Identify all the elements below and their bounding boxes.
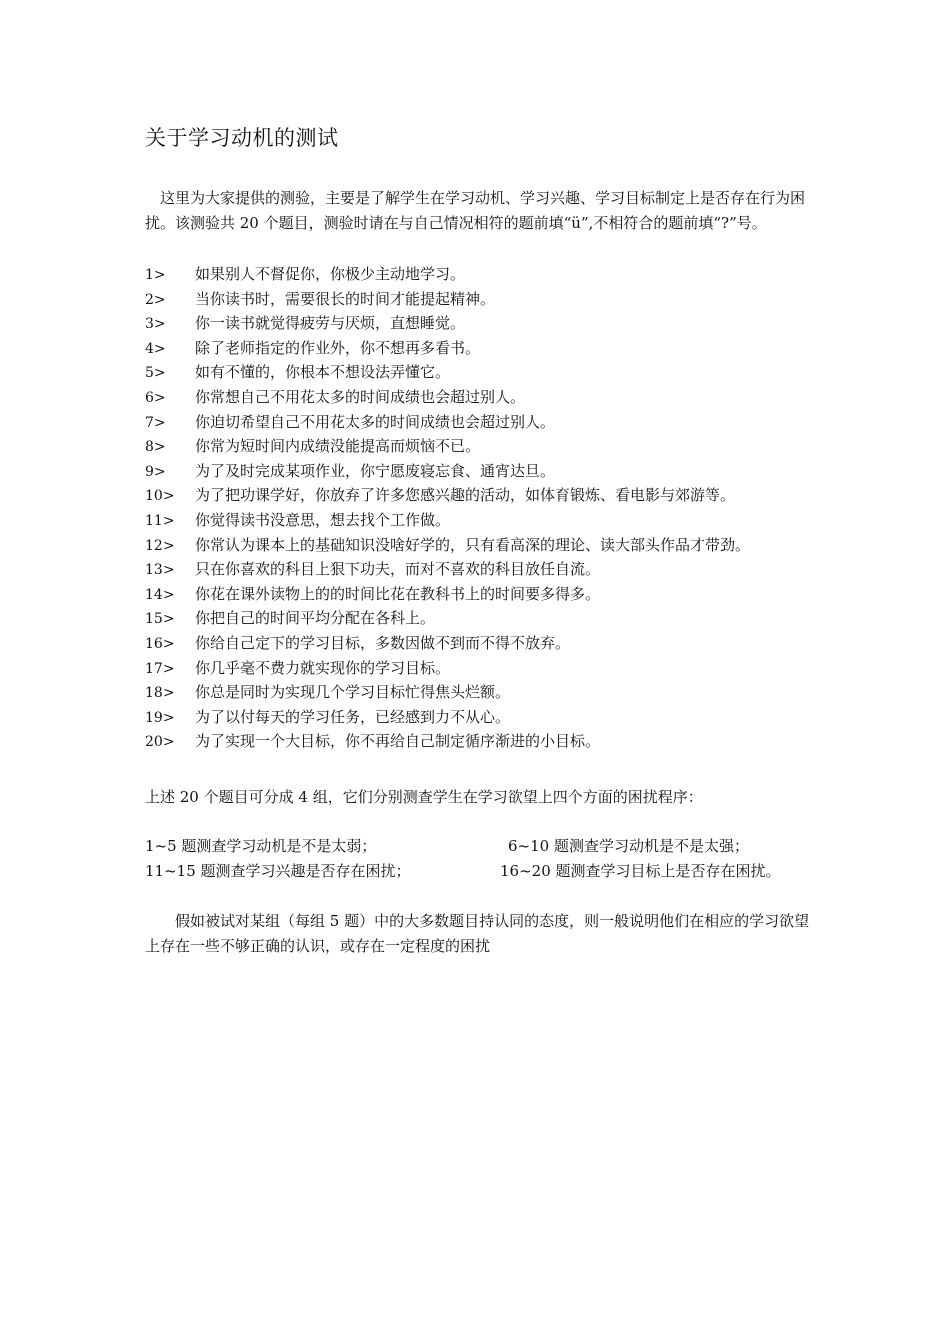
question-number: 12> [145, 537, 175, 554]
question-number: 3> [145, 316, 166, 333]
question-text: 你一读书就觉得疲劳与厌烦，直想睡觉。 [195, 314, 466, 333]
question-text: 为了把功课学好，你放弃了许多您感兴趣的活动，如体育锻炼、看电影与郊游等。 [195, 486, 736, 505]
question-text: 你花在课外读物上的的时间比花在教科书上的时间要多得多。 [195, 584, 601, 603]
question-item [145, 410, 750, 435]
question-text: 为了及时完成某项作业，你宁愿废寝忘食、通宵达旦。 [195, 461, 556, 480]
question-text: 你常为短时间内成绩没能提高而烦恼不已。 [195, 437, 481, 456]
question-number: 11> [145, 512, 175, 529]
question-item [145, 336, 750, 361]
question-item [145, 680, 750, 705]
question-item [145, 656, 750, 681]
question-number: 19> [145, 709, 175, 726]
question-item [145, 262, 750, 287]
intro-paragraph: 这里为大家提供的测验，主要是了解学生在学习动机、学习兴趣、学习目标制定上是否存在行为困扰。该测验共 20 个题目，测验时请在与自己情况相符的题前填“ü”,不相符合的题前填“?”号。 [145, 189, 806, 232]
question-item [145, 582, 750, 607]
question-text: 当你读书时，需要很长的时间才能提起精神。 [195, 289, 496, 308]
question-text: 为了实现一个大目标，你不再给自己制定循序渐进的小目标。 [195, 732, 601, 751]
group-list [145, 834, 825, 883]
question-number: 18> [145, 685, 175, 702]
question-text: 除了老师指定的作业外，你不想再多看书。 [195, 338, 481, 357]
question-number: 9> [145, 463, 166, 480]
group-label: 16~20 题测查学习目标上是否存在困扰。 [500, 861, 781, 880]
question-text: 为了以付每天的学习任务，已经感到力不从心。 [195, 707, 511, 726]
question-text: 只在你喜欢的科目上狠下功夫，而对不喜欢的科目放任自流。 [195, 560, 601, 579]
summary-paragraph: 上述 20 个题目可分成 4 组，它们分别测查学生在学习欲望上四个方面的困扰程序： [145, 788, 703, 806]
question-number: 6> [145, 389, 166, 406]
document-title: 关于学习动机的测试 [145, 126, 339, 150]
question-number: 15> [145, 611, 175, 628]
question-number: 16> [145, 635, 175, 652]
question-number: 2> [145, 291, 166, 308]
question-list [145, 262, 750, 754]
question-item [145, 705, 750, 730]
question-number: 1> [145, 267, 166, 283]
question-number: 20> [145, 734, 175, 751]
question-item [145, 287, 750, 312]
question-item [145, 385, 750, 410]
question-item [145, 557, 750, 582]
group-label: 11~15 题测查学习兴趣是否存在困扰； [145, 861, 411, 880]
conclusion-paragraph: 假如被试对某组（每组 5 题）中的大多数题目持认同的态度，则一般说明他们在相应的学习欲望上存在一些不够正确的认识，或存在一定程度的困扰 [145, 912, 810, 955]
question-item [145, 631, 750, 656]
group-label: 6~10 题测查学习动机是不是太强； [508, 837, 749, 855]
question-text: 你迫切希望自己不用花太多的时间成绩也会超过别人。 [195, 412, 556, 431]
group-label: 1~5 题测查学习动机是不是太弱； [145, 837, 377, 855]
group-row [145, 859, 825, 884]
question-text: 你常想自己不用花太多的时间成绩也会超过别人。 [195, 387, 526, 406]
question-item [145, 459, 750, 484]
question-item [145, 434, 750, 459]
question-number: 13> [145, 562, 175, 579]
question-number: 17> [145, 660, 175, 677]
question-item [145, 533, 750, 558]
question-text: 你几乎毫不费力就实现你的学习目标。 [195, 658, 451, 677]
question-text: 你给自己定下的学习目标，多数因做不到而不得不放弃。 [195, 633, 571, 652]
question-item [145, 360, 750, 385]
question-number: 5> [145, 365, 166, 382]
question-number: 8> [145, 439, 166, 456]
question-number: 4> [145, 340, 166, 357]
question-number: 10> [145, 488, 175, 505]
question-item [145, 508, 750, 533]
question-item [145, 606, 750, 631]
question-text: 如有不懂的，你根本不想设法弄懂它。 [195, 363, 451, 382]
group-row [145, 834, 825, 859]
question-text: 你觉得读书没意思，想去找个工作做。 [195, 510, 451, 529]
question-number: 7> [145, 414, 166, 431]
question-item [145, 729, 750, 754]
question-item [145, 483, 750, 508]
question-item [145, 311, 750, 336]
question-text: 你总是同时为实现几个学习目标忙得焦头烂额。 [195, 683, 511, 702]
question-text: 你把自己的时间平均分配在各科上。 [195, 609, 436, 628]
question-text: 你常认为课本上的基础知识没啥好学的，只有看高深的理论、读大部头作品才带劲。 [195, 535, 751, 554]
question-text: 如果别人不督促你，你极少主动地学习。 [195, 265, 466, 283]
question-number: 14> [145, 586, 175, 603]
